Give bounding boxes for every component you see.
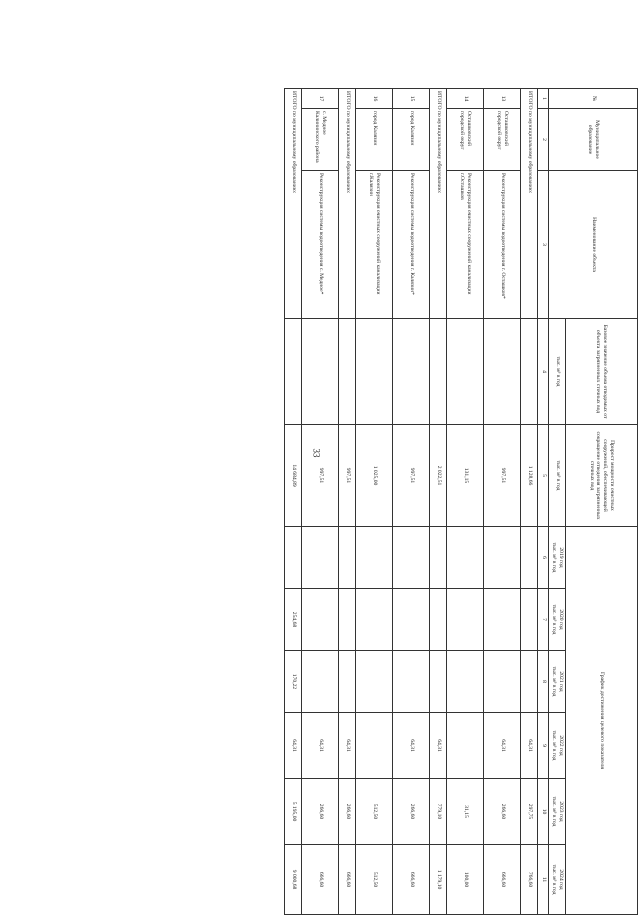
header-year-label: 2021 год: [558, 671, 564, 692]
rotated-table-container: [184, 88, 638, 914]
base-value: [285, 319, 302, 425]
growth-value: 997,51: [302, 425, 339, 527]
growth-value: 1 128,66: [521, 425, 538, 527]
base-value: [447, 319, 484, 425]
year-value-2020: [484, 589, 521, 651]
table-row: [302, 89, 339, 915]
header-object: Наименование объекта: [549, 171, 638, 319]
year-value-2021: [356, 651, 393, 713]
object-name: Реконструкция очистных сооружений канализации г.Калязин: [356, 171, 393, 319]
year-value-2022: 64,31: [393, 713, 430, 779]
table-row-total: [430, 89, 447, 915]
year-value-2019: [484, 527, 521, 589]
header-year-2: [549, 651, 566, 713]
year-value-2019: [302, 527, 339, 589]
header-year-label: 2022 год: [558, 735, 564, 756]
year-value-2023: 779,10: [430, 779, 447, 845]
row-number: 17: [302, 89, 339, 109]
year-value-2024: 1 179,10: [430, 845, 447, 915]
base-value: [430, 319, 447, 425]
year-value-2020: [447, 589, 484, 651]
header-year-unit: тыс. м³ в год: [551, 730, 558, 761]
column-index-cell: 1: [538, 89, 549, 109]
base-value: [302, 319, 339, 425]
total-label: ИТОГО по муниципальному образованию:: [285, 89, 302, 319]
header-schedule: График достижения целевого показателя: [566, 527, 638, 915]
year-value-2021: [339, 651, 356, 713]
base-value: [521, 319, 538, 425]
total-label: ИТОГО по муниципальному образованию:: [430, 89, 447, 319]
municipality-name: город Калязин: [393, 109, 430, 171]
table-row-total: [521, 89, 538, 915]
year-value-2021: [393, 651, 430, 713]
header-growth-unit: тыс. м³ в год: [549, 425, 566, 527]
year-value-2022: 64,31: [484, 713, 521, 779]
growth-value: 997,51: [339, 425, 356, 527]
municipality-name: Осташковский городской округ: [447, 109, 484, 171]
header-year-unit: тыс. м³ в год: [551, 666, 558, 697]
year-value-2024: 666,60: [484, 845, 521, 915]
row-number: 14: [447, 89, 484, 109]
header-year-unit: тыс. м³ в год: [551, 796, 558, 827]
year-value-2021: [521, 651, 538, 713]
year-value-2024: 9 000,68: [285, 845, 302, 915]
year-value-2019: [521, 527, 538, 589]
document-page: [90, 40, 640, 905]
header-year-4: [549, 779, 566, 845]
base-value: [393, 319, 430, 425]
year-value-2019: [339, 527, 356, 589]
base-value: [356, 319, 393, 425]
year-value-2023: 266,60: [302, 779, 339, 845]
year-value-2020: [430, 589, 447, 651]
total-label: ИТОГО по муниципальному образованию:: [339, 89, 356, 319]
year-value-2019: [447, 527, 484, 589]
column-index-cell: 10: [538, 779, 549, 845]
object-name: Реконструкция системы водоотведения г. Осташков*: [484, 171, 521, 319]
header-no: №: [549, 89, 638, 109]
table-row-total: [339, 89, 356, 915]
table-row: [447, 89, 484, 915]
municipality-name: с. Медное Калининского района: [302, 109, 339, 171]
year-value-2021: [302, 651, 339, 713]
year-value-2022: [356, 713, 393, 779]
header-year-5: [549, 845, 566, 915]
municipality-name: Осташковский городской округ: [484, 109, 521, 171]
object-name: Реконструкция системы водоотведения с. Медное*: [302, 171, 339, 319]
object-name: Реконструкция системы водоотведения г. Калязин*: [393, 171, 430, 319]
column-index-cell: 3: [538, 171, 549, 319]
header-growth: Прирост мощности очистных сооружений, обеспечивающей сокращение отведения загрязненных сточных вод: [566, 425, 638, 527]
year-value-2022: 64,31: [430, 713, 447, 779]
table-row: [393, 89, 430, 915]
year-value-2021: 170,22: [285, 651, 302, 713]
year-value-2021: [484, 651, 521, 713]
year-value-2023: 5 195,00: [285, 779, 302, 845]
year-value-2020: [339, 589, 356, 651]
year-value-2024: 666,60: [393, 845, 430, 915]
year-value-2020: [302, 589, 339, 651]
year-value-2024: 666,60: [302, 845, 339, 915]
growth-value: 131,15: [447, 425, 484, 527]
column-index-cell: 2: [538, 109, 549, 171]
table-body: [285, 89, 538, 915]
header-year-0: [549, 527, 566, 589]
column-index-cell: 6: [538, 527, 549, 589]
header-year-unit: тыс. м³ в год: [551, 864, 558, 895]
header-year-unit: тыс. м³ в год: [551, 604, 558, 635]
year-value-2023: 297,75: [521, 779, 538, 845]
year-value-2021: [430, 651, 447, 713]
header-year-label: 2023 год: [558, 801, 564, 822]
row-number: 15: [393, 89, 430, 109]
year-value-2022: 64,31: [285, 713, 302, 779]
year-value-2020: [356, 589, 393, 651]
year-value-2023: 512,50: [356, 779, 393, 845]
year-value-2024: 100,00: [447, 845, 484, 915]
year-value-2020: 254,68: [285, 589, 302, 651]
year-value-2022: 64,31: [521, 713, 538, 779]
object-name: Реконструкция очистных сооружений канализации г.Осташков: [447, 171, 484, 319]
total-label: ИТОГО по муниципальному образованию:: [521, 89, 538, 319]
year-value-2024: 766,60: [521, 845, 538, 915]
growth-value: 2 022,51: [430, 425, 447, 527]
year-value-2019: [285, 527, 302, 589]
column-index-cell: 5: [538, 425, 549, 527]
year-value-2022: 64,31: [302, 713, 339, 779]
base-value: [339, 319, 356, 425]
growth-value: 14 684,89: [285, 425, 302, 527]
year-value-2019: [430, 527, 447, 589]
base-value: [484, 319, 521, 425]
table-row: [484, 89, 521, 915]
year-value-2024: 666,60: [339, 845, 356, 915]
year-value-2021: [447, 651, 484, 713]
header-year-3: [549, 713, 566, 779]
header-year-label: 2020 год: [558, 609, 564, 630]
header-year-unit: тыс. м³ в год: [551, 542, 558, 573]
year-value-2023: 266,60: [484, 779, 521, 845]
table-row-total: [285, 89, 302, 915]
header-index-row: [538, 89, 549, 915]
row-number: 13: [484, 89, 521, 109]
growth-value: 997,51: [393, 425, 430, 527]
row-number: 16: [356, 89, 393, 109]
column-index-cell: 9: [538, 713, 549, 779]
year-value-2024: 512,50: [356, 845, 393, 915]
year-value-2020: [393, 589, 430, 651]
header-year-1: [549, 589, 566, 651]
year-value-2022: 64,31: [339, 713, 356, 779]
year-value-2023: 266,60: [393, 779, 430, 845]
column-index-cell: 7: [538, 589, 549, 651]
year-value-2022: [447, 713, 484, 779]
year-value-2023: 266,60: [339, 779, 356, 845]
growth-value: 997,51: [484, 425, 521, 527]
year-value-2020: [521, 589, 538, 651]
year-value-2023: 31,15: [447, 779, 484, 845]
year-value-2019: [356, 527, 393, 589]
page-number: 33: [311, 448, 322, 458]
header-municipality: Муниципальное образование: [549, 109, 638, 171]
column-index-cell: 11: [538, 845, 549, 915]
year-value-2019: [393, 527, 430, 589]
header-year-label: 2019 год: [558, 547, 564, 568]
header-year-label: 2024 год: [558, 869, 564, 890]
column-index-cell: 8: [538, 651, 549, 713]
municipality-name: город Калязин: [356, 109, 393, 171]
column-index-cell: 4: [538, 319, 549, 425]
header-base: Базовое значение объема отводимых от объекта загрязненных сточных вод: [566, 319, 638, 425]
table-row: [356, 89, 393, 915]
header-base-unit: тыс. м³ в год: [549, 319, 566, 425]
target-indicator-table: [284, 88, 638, 915]
growth-value: 1 025,00: [356, 425, 393, 527]
